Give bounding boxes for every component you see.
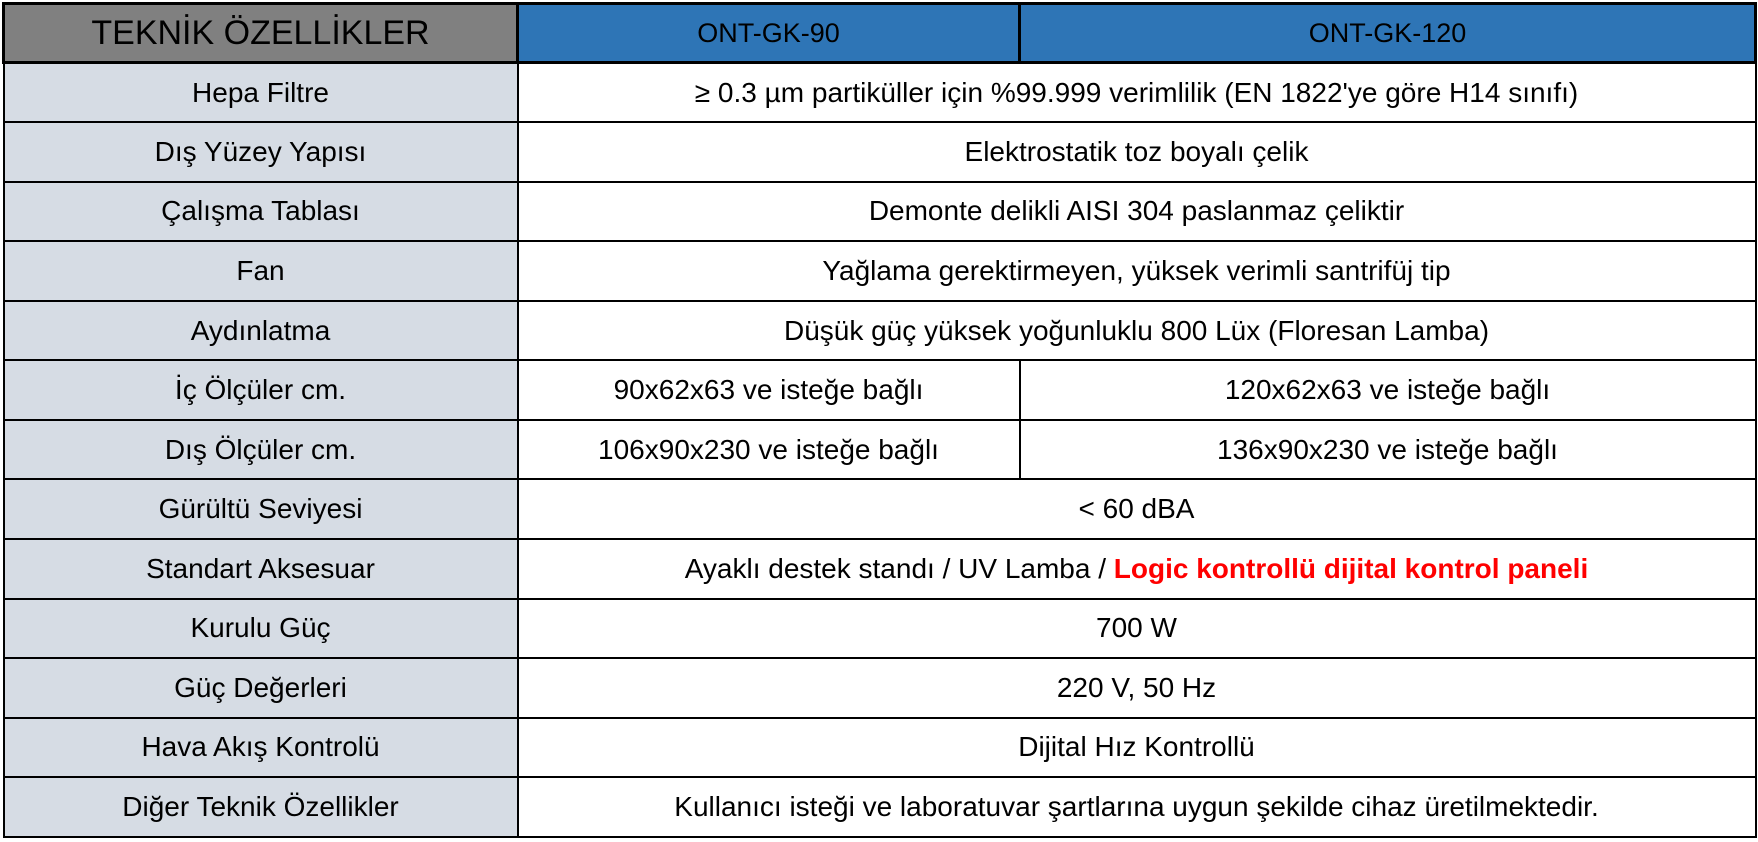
spec-value: 700 W	[518, 599, 1756, 659]
spec-value-text: Ayaklı destek standı / UV Lamba /	[684, 552, 1114, 584]
spec-value: Yağlama gerektirmeyen, yüksek verimli santrifüj tip	[518, 241, 1756, 301]
spec-label: Gürültü Seviyesi	[4, 479, 518, 539]
spec-label: Güç Değerleri	[4, 658, 518, 718]
spec-value: Elektrostatik toz boyalı çelik	[518, 122, 1756, 182]
spec-value-model-2: 136x90x230 ve isteğe bağlı	[1020, 420, 1756, 480]
spec-value: < 60 dBA	[518, 479, 1756, 539]
spec-label: Hepa Filtre	[4, 63, 518, 123]
spec-label: Fan	[4, 241, 518, 301]
table-row	[4, 122, 1756, 182]
table-row	[4, 63, 1756, 123]
spec-label: Diğer Teknik Özellikler	[4, 777, 518, 837]
table-row	[4, 420, 1756, 480]
highlight-text: Logic kontrollü dijital kontrol paneli	[1113, 552, 1589, 584]
spec-value: ≥ 0.3 µm partiküller için %99.999 verimlilik (EN 1822'ye göre H14 sınıfı)	[518, 63, 1756, 123]
spec-label: Dış Yüzey Yapısı	[4, 122, 518, 182]
spec-label: İç Ölçüler cm.	[4, 360, 518, 420]
spec-label: Standart Aksesuar	[4, 539, 518, 599]
spec-value-model-1: 106x90x230 ve isteğe bağlı	[518, 420, 1020, 480]
spec-label: Dış Ölçüler cm.	[4, 420, 518, 480]
table-row	[4, 360, 1756, 420]
spec-label: Aydınlatma	[4, 301, 518, 361]
table-title: TEKNİK ÖZELLİKLER	[4, 4, 518, 63]
table-row	[4, 658, 1756, 718]
spec-label: Çalışma Tablası	[4, 182, 518, 242]
spec-value	[518, 539, 1756, 599]
spec-value: 220 V, 50 Hz	[518, 658, 1756, 718]
spec-label: Kurulu Güç	[4, 599, 518, 659]
spec-value-model-1: 90x62x63 ve isteğe bağlı	[518, 360, 1020, 420]
spec-value: Demonte delikli AISI 304 paslanmaz çeliktir	[518, 182, 1756, 242]
model-header: ONT-GK-120	[1020, 4, 1756, 63]
spec-value: Düşük güç yüksek yoğunluklu 800 Lüx (Floresan Lamba)	[518, 301, 1756, 361]
table-row	[4, 241, 1756, 301]
table-row	[4, 718, 1756, 778]
table-row	[4, 599, 1756, 659]
header-row	[4, 4, 1756, 63]
table-row	[4, 539, 1756, 599]
spec-value: Kullanıcı isteği ve laboratuvar şartlarına uygun şekilde cihaz üretilmektedir.	[518, 777, 1756, 837]
model-header: ONT-GK-90	[518, 4, 1020, 63]
table-row	[4, 777, 1756, 837]
spec-label: Hava Akış Kontrolü	[4, 718, 518, 778]
table-row	[4, 182, 1756, 242]
spec-value-model-2: 120x62x63 ve isteğe bağlı	[1020, 360, 1756, 420]
spec-table	[2, 2, 1757, 838]
table-row	[4, 301, 1756, 361]
spec-value: Dijital Hız Kontrollü	[518, 718, 1756, 778]
table-row	[4, 479, 1756, 539]
